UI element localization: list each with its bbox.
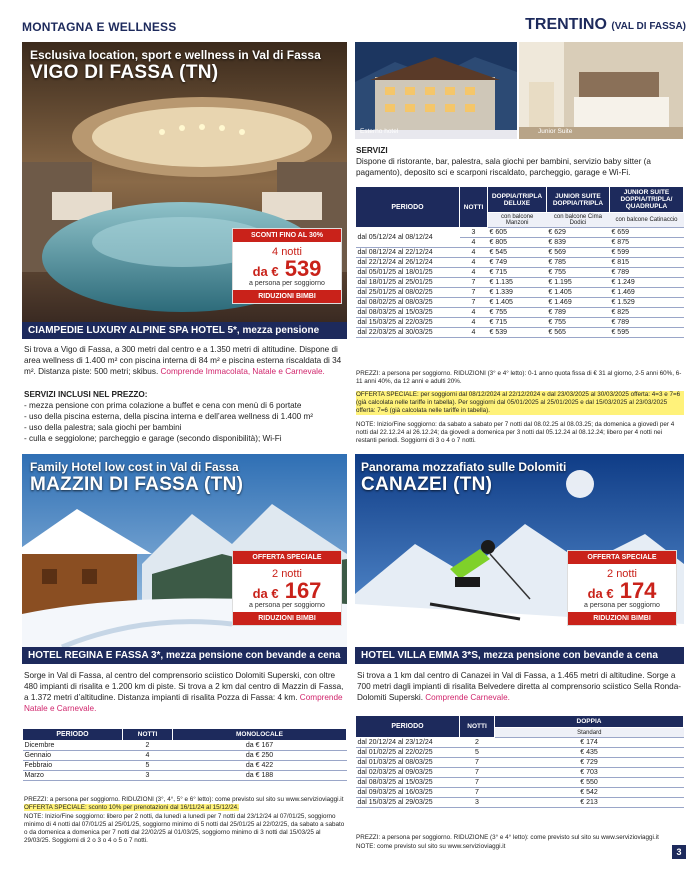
price-nights: 4 notti [272,246,302,258]
photo-label-exterior: Esterno hotel [360,128,399,135]
vigo-note-offer: OFFERTA SPECIALE: per soggiorni dal 08/12/2024 al 22/12/2024 e dal 23/03/2025 al 30/03/2025 offerta: 4=3 e 7=6 (già calcolata nelle tariffe in tabella). Per soggiorni dal 05/01/2025 al 25/01/2025 e dal 15/03/2025 al 23/03/2025 offerta: 7=6 (già calcolata nelle tariffe in tabella). [356,391,684,415]
canazei-price-box [567,550,677,626]
price-bottom: RIDUZIONI BIMBI [568,612,676,625]
services-title: SERVIZI [356,146,388,155]
table-row: dal 08/03/25 al 15/03/25 4 € 755 € 789 € 825 [356,308,684,318]
page-number: 3 [672,845,686,859]
services-text: Dispone di ristorante, bar, palestra, sala giochi per bambini, servizio baby sitter (a pagamento), deposito sci e scarponi riscaldato, parcheggio, garage e Wi-Fi. [356,157,651,177]
canazei-tagline: Panorama mozzafiato sulle Dolomiti [361,460,567,474]
vigo-tagline: Esclusiva location, sport e wellness in Val di Fassa [30,48,321,62]
price-top: OFFERTA SPECIALE [233,551,341,564]
table-row: dal 08/02/25 al 08/03/25 7 € 1.405 € 1.469 € 1.529 [356,298,684,308]
region-main: TRENTINO [525,16,607,33]
region-title [525,16,686,34]
price-top: OFFERTA SPECIALE [568,551,676,564]
table-row: dal 22/03/25 al 30/03/25 4 € 539 € 565 € 595 [356,328,684,338]
table-row: dal 08/03/25 al 15/03/25 7 € 550 [356,778,684,788]
table-row: dal 15/03/25 al 22/03/25 4 € 715 € 755 € 789 [356,318,684,328]
table-row: dal 22/12/24 al 26/12/24 4 € 749 € 785 € 815 [356,258,684,268]
price-sub: a persona per soggiorno [249,280,325,287]
hotel-exterior-photo [355,42,517,139]
table-row: dal 05/12/24 al 08/12/24 3 € 605 € 629 € 659 [356,228,684,238]
vigo-title: VIGO DI FASSA (TN) [30,62,219,83]
canazei-description: Si trova a 1 km dal centro di Canazei in Val di Fassa, a 1.465 metri di altitudine. Sorge a 700 metri dagli impianti di risalita Belvedere diretta al comprensorio sciistico Sella Ronda-Dolomiti Superski. Comprende Carnevale. [357,671,682,702]
canazei-title: CANAZEI (TN) [361,474,493,495]
price-amount: da € 167 [252,578,322,603]
table-row: dal 02/03/25 al 09/03/25 7 € 703 [356,768,684,778]
price-bottom: RIDUZIONI BIMBI [233,290,341,303]
canazei-price-table: PERIODO NOTTI DOPPIA Standard dal 20/12/24 al 23/12/24 2 € 174 dal 01/02/25 al 22/02/25 5 € 435 dal 01/03/25 al 08/03/25 7 € 729 dal 02/03/25 al 09/03/25 7 € 703 dal 08/03/25 al 15/03/25 7 € 550 dal 09/03/25 al 16/03/25 7 € 542 dal 15/03/25 al 29/03/25 3 € 213 [355,715,684,808]
table-row: Gennaio 4 da € 250 [23,751,347,761]
price-nights: 2 notti [272,568,302,580]
section-label: MONTAGNA E WELLNESS [22,20,177,34]
photo-label-suite: Junior Suite [538,128,573,135]
price-sub: a persona per soggiorno [584,602,660,609]
mazzin-hotel-bar: HOTEL REGINA E FASSA 3*, mezza pensione con bevande a cena [22,647,347,664]
vigo-description: Si trova a Vigo di Fassa, a 300 metri dal centro e a 1.350 metri di altitudine. Dispone di area wellness di 1.400 m² con piscina interna di 84 m² e piscina esterna riscaldata di 34 m². Distanza piste: 500 metri; skibus. Comprende Immacolata, Natale e Carnevale. [24,345,342,376]
price-nights: 2 notti [607,568,637,580]
table-row: dal 08/12/24 al 22/12/24 4 € 545 € 569 € 599 [356,248,684,258]
table-row: dal 09/03/25 al 16/03/25 7 € 542 [356,788,684,798]
table-row: Marzo 3 da € 188 [23,771,347,781]
mazzin-tagline: Family Hotel low cost in Val di Fassa [30,460,239,474]
mazzin-note-offer: OFFERTA SPECIALE: sconto 10% per prenotazioni dal 16/11/24 al 15/12/24. [24,804,239,811]
table-row: Febbraio 5 da € 422 [23,761,347,771]
table-row: dal 20/12/24 al 23/12/24 2 € 174 [356,738,684,748]
vigo-note-stay: NOTE: Inizio/Fine soggiorno: da sabato a sabato per 7 notti dal 08.02.25 al 08.03.25; da domenica a giovedì per 4 notti dal 22.12.24 al 26.12.24; da giovedì a domenica per 3 notti dal 05.12.24 al 08.12.24; libero per 4 notti nei restanti periodi. Soggiorni di 3 o 4 o 7 notti. [356,421,675,444]
table-row: dal 18/01/25 al 25/01/25 7 € 1.135 € 1.195 € 1.249 [356,278,684,288]
mazzin-price-table: PERIODO NOTTI MONOLOCALE Dicembre 2 da € 167 Gennaio 4 da € 250 Febbraio 5 da € 422 Marzo 3 da € 188 [22,728,347,781]
table-row: 4 € 805 € 839 € 875 [356,238,684,248]
canazei-note-extra: NOTE: come previsto sul sito su www.servizioviaggi.it [356,843,506,850]
vigo-hotel-bar: CIAMPEDIE LUXURY ALPINE SPA HOTEL 5*, mezza pensione [22,322,347,339]
region-sub: (VAL DI FASSA) [611,21,686,32]
services-section [356,145,684,178]
mazzin-heading [30,460,243,496]
mazzin-title: MAZZIN DI FASSA (TN) [30,474,244,495]
canazei-heading [361,460,566,496]
vigo-included: SERVIZI INCLUSI NEL PREZZO: - mezza pensione con prima colazione a buffet e cena con menù di 6 portate - uso della piscina esterna, della piscina interna e dell’area wellness di 1.400 m² - uso della palestra; sala giochi per bambini - culla e seggiolone; parcheggio e garage (secondo disponibilità); Wi-Fi [24,390,313,443]
junior-suite-photo [519,42,683,139]
mazzin-description: Sorge in Val di Fassa, al centro del comprensorio sciistico Dolomiti Superski, con oltre 480 impianti di risalita e 1.200 km di piste. Si trova a 2 km dal centro di Mazzin di Fassa, a 1.372 metri d’altitudine. Distanza impianti di risalita Pozza di Fassa: 4 km. Comprende Natale e Carnevale. [24,671,344,713]
vigo-price-box [232,228,342,304]
mazzin-note-stay: NOTE: Inizio/Fine soggiorno: libero per 2 notti, da lunedì a lunedì per 7 notti dal 23/12/24 al 07/01/25, soggiorno minimo di 4 notti dal 07/01/25 al 25/01/25, soggiorno minimo di 5 notti dal 25/01/25 al 22/02/25, da sabato a sabato o da domenica a domenica per 7 notti dal 22/02/25 al 01/03/25, soggiorno minimo di 3 notti dal 15/03/25 al 29/03/25. Soggiorni di 2 o 3 o 4 o 5 o 7 notti. [24,813,345,844]
canazei-hotel-bar: HOTEL VILLA EMMA 3*S, mezza pensione con bevande a cena [355,647,684,664]
vigo-price-table: PERIODO NOTTI DOPPIA/TRIPLA DELUXE JUNIOR SUITE DOPPIA/TRIPLA JUNIOR SUITE DOPPIA/TRIPLA/ QUADRUPLA con balcone Manzoni con balcone Cima Dodici con balcone Catinaccio dal 05/12/24 al 08/12/24 3 € 605 € 629 € 659 4 € 805 € 839 € 875 dal 08/12/24 al 22/12/24 4 € 545 € 569 € 599 dal 22/12/24 al 26/12/24 4 € 749 € 785 € 815 dal 05/01/25 al 18/01/25 4 € 715 € 755 € 789 dal 18/01/25 al 25/01/25 7 € 1.135 € 1.195 € 1.249 dal 25/01/25 al 08/02/25 7 € 1.339 € 1.405 € 1.469 dal 08/02/25 al 08/03/25 7 € 1.405 € 1.469 € 1.529 dal 08/03/25 al 15/03/25 4 € 755 € 789 € 825 dal 15/03/25 al 22/03/25 4 € 715 € 755 € 789 dal 22/03/25 al 30/03/25 4 € 539 € 565 € 595 [355,186,684,338]
mazzin-price-box [232,550,342,626]
table-row: dal 05/01/25 al 18/01/25 4 € 715 € 755 € 789 [356,268,684,278]
price-amount: da € 174 [587,578,657,603]
price-amount: da € 539 [252,256,322,281]
price-sub: a persona per soggiorno [249,602,325,609]
price-bottom: RIDUZIONI BIMBI [233,612,341,625]
table-row: dal 15/03/25 al 29/03/25 3 € 213 [356,798,684,808]
vigo-note-prices: PREZZI: a persona per soggiorno. RIDUZIONI (3° e 4° letto): 0-1 anno quota fissa di € 31 al giorno, 2-5 anni 60%, 6-11 anni 40%, da 12 anni e adulti 20%. [356,370,682,385]
price-top: SCONTI FINO AL 30% [233,229,341,242]
table-row: dal 25/01/25 al 08/02/25 7 € 1.339 € 1.405 € 1.469 [356,288,684,298]
canazei-note-prices: PREZZI: a persona per soggiorno. RIDUZIONE (3° e 4° letto): come previsto sul sito su www.servizioviaggi.it [356,834,659,841]
table-row: Dicembre 2 da € 167 [23,741,347,751]
table-row: dal 01/02/25 al 22/02/25 5 € 435 [356,748,684,758]
mazzin-note-prices: PREZZI: a persona per soggiorno. RIDUZIONI (3°, 4°, 5° e 6° letto): come previsto sul sito su www.servizioviaggi.it [24,796,344,803]
table-row: dal 01/03/25 al 08/03/25 7 € 729 [356,758,684,768]
vigo-heading [30,48,321,84]
